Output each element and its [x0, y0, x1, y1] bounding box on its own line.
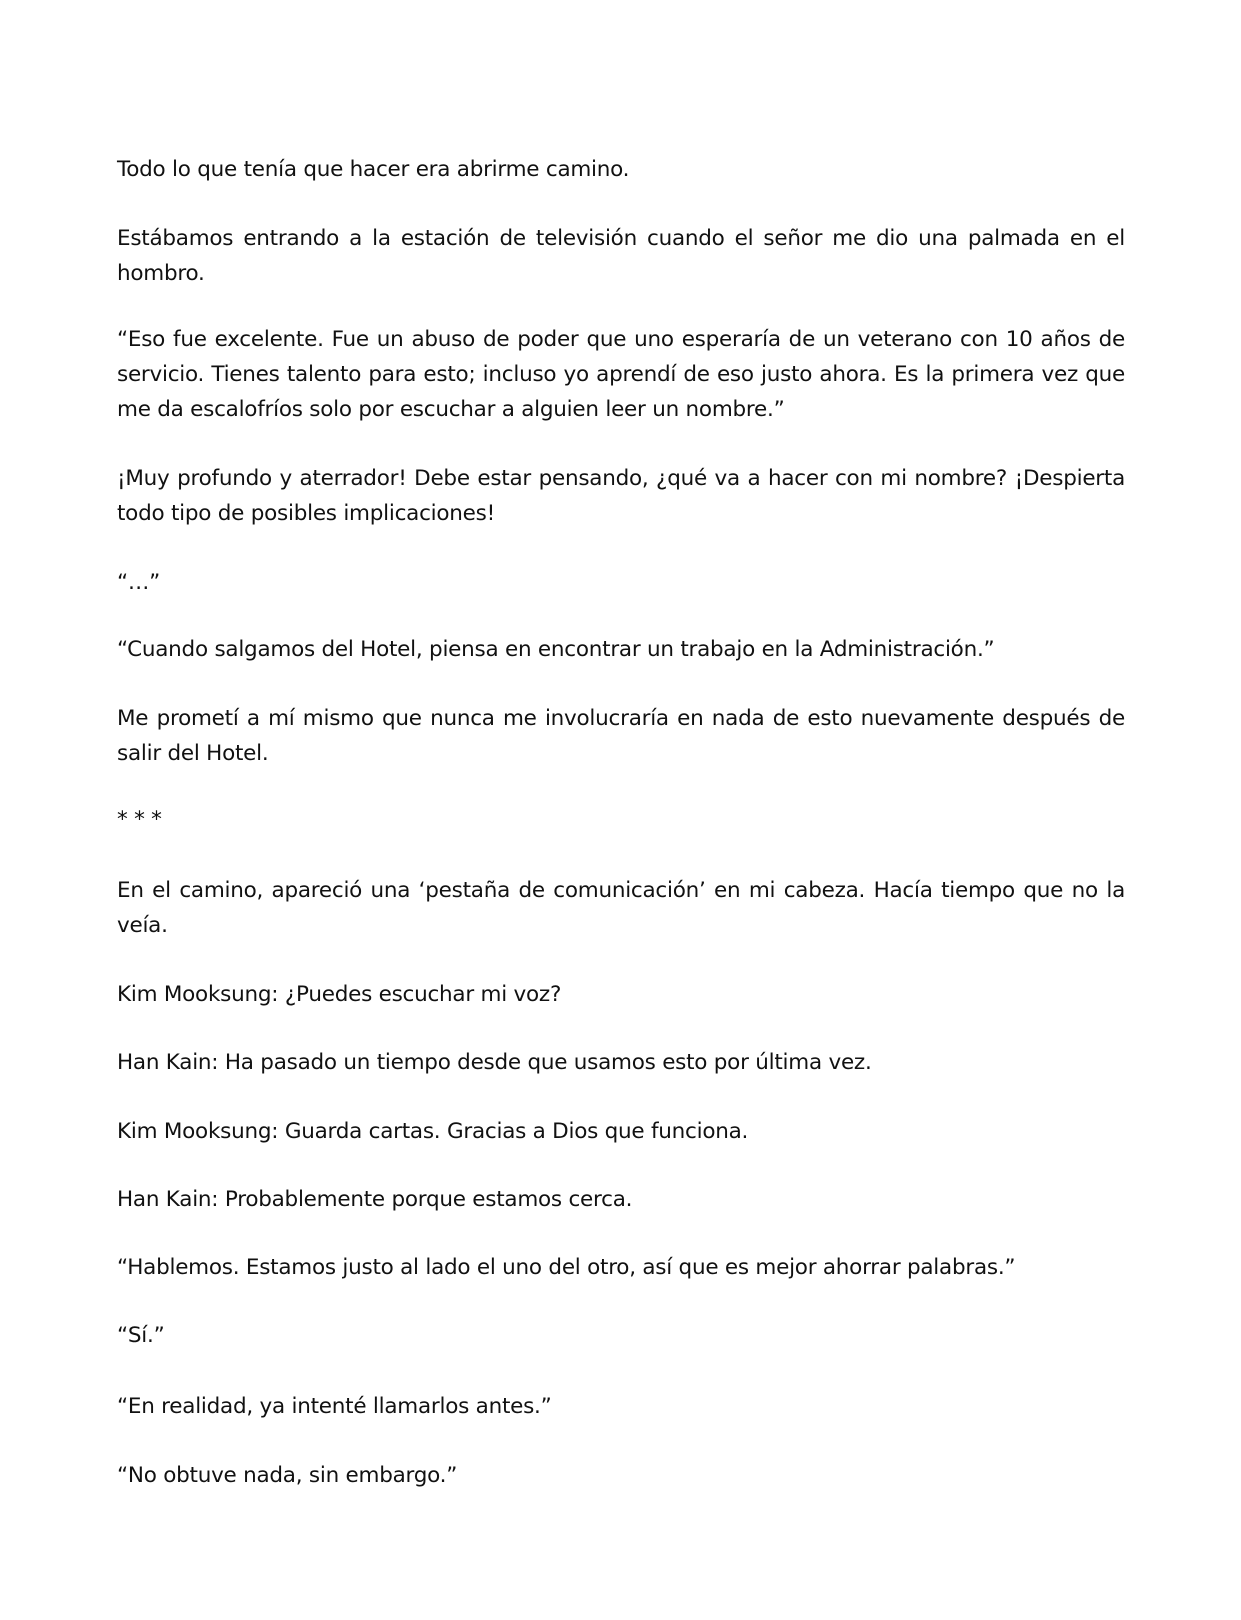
paragraph: En el camino, apareció una ‘pestaña de comunicación’ en mi cabeza. Hacía tiempo que no la veía.: [117, 878, 1125, 938]
paragraph: “…”: [117, 570, 161, 595]
paragraph: “Cuando salgamos del Hotel, piensa en encontrar un trabajo en la Administración.”: [117, 637, 995, 662]
paragraph: ¡Muy profundo y aterrador! Debe estar pensando, ¿qué va a hacer con mi nombre? ¡Despierta todo tipo de posibles implicaciones!: [117, 466, 1125, 526]
paragraph: Kim Mooksung: ¿Puedes escuchar mi voz?: [117, 982, 562, 1007]
scene-break: * * *: [117, 807, 162, 832]
paragraph: “Sí.”: [117, 1323, 165, 1348]
paragraph: “No obtuve nada, sin embargo.”: [117, 1463, 458, 1488]
paragraph: Han Kain: Ha pasado un tiempo desde que usamos esto por última vez.: [117, 1050, 872, 1075]
paragraph: Todo lo que tenía que hacer era abrirme camino.: [117, 157, 630, 182]
paragraph: Estábamos entrando a la estación de televisión cuando el señor me dio una palmada en el hombro.: [117, 226, 1125, 286]
paragraph: “Eso fue excelente. Fue un abuso de poder que uno esperaría de un veterano con 10 años de servicio. Tienes talento para esto; incluso yo aprendí de eso justo ahora. Es la primera vez que me da escalofríos solo por escuchar a alguien leer un nombre.”: [117, 327, 1125, 422]
paragraph: “En realidad, ya intenté llamarlos antes.”: [117, 1394, 552, 1419]
paragraph: Han Kain: Probablemente porque estamos cerca.: [117, 1187, 633, 1212]
paragraph: “Hablemos. Estamos justo al lado el uno del otro, así que es mejor ahorrar palabras.”: [117, 1255, 1016, 1280]
paragraph: Kim Mooksung: Guarda cartas. Gracias a Dios que funciona.: [117, 1119, 749, 1144]
paragraph: Me prometí a mí mismo que nunca me involucraría en nada de esto nuevamente después de salir del Hotel.: [117, 706, 1125, 766]
